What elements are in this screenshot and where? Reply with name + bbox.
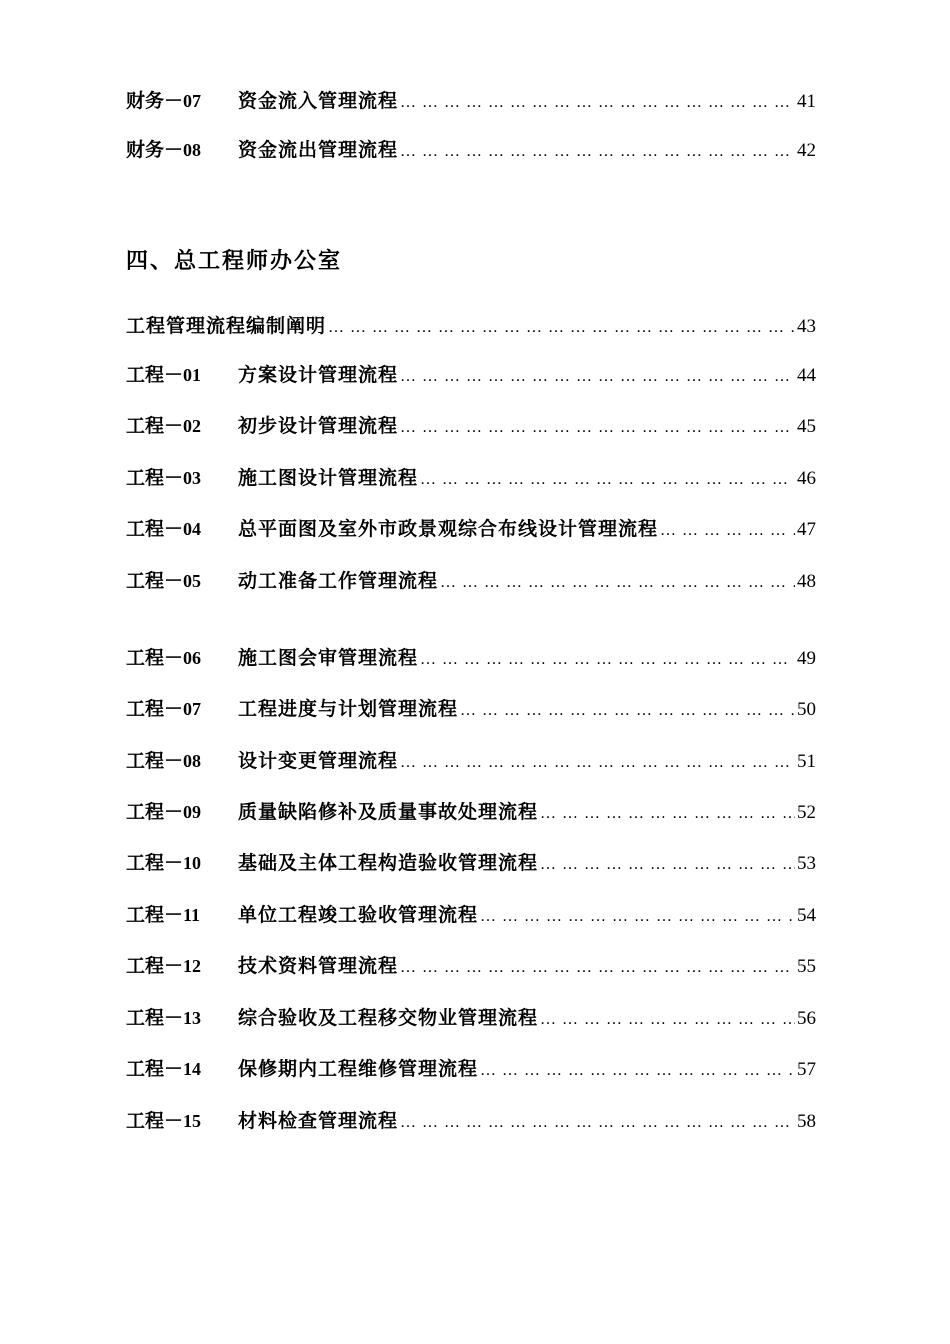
toc-page-number: 49 xyxy=(797,648,816,669)
toc-entry-eng-02[interactable] xyxy=(126,411,816,441)
toc-entry-code: 工程－08 xyxy=(126,750,202,772)
toc-entry-title: 基础及主体工程构造验收管理流程 xyxy=(238,852,539,874)
toc-page-number: 43 xyxy=(797,316,816,337)
toc-page-number: 58 xyxy=(797,1111,816,1132)
toc-entry-eng-06[interactable] xyxy=(126,643,816,673)
dot-leader xyxy=(540,805,795,823)
toc-entry-intro[interactable] xyxy=(126,311,816,341)
toc-entry-title: 设计变更管理流程 xyxy=(238,750,399,772)
dot-leader xyxy=(660,522,795,540)
toc-entry-code: 财务－08 xyxy=(126,139,202,161)
toc-entry-title: 资金流出管理流程 xyxy=(238,139,399,161)
toc-entry-code: 工程－12 xyxy=(126,955,202,977)
toc-entry-code: 工程－06 xyxy=(126,647,202,669)
toc-entry-code: 工程－02 xyxy=(126,415,202,437)
dot-leader xyxy=(420,471,795,489)
toc-entry-code: 工程－11 xyxy=(126,904,201,926)
toc-entry-eng-05[interactable] xyxy=(126,566,816,596)
toc-entry-code: 工程－13 xyxy=(126,1007,202,1029)
toc-entry-title: 材料检查管理流程 xyxy=(238,1110,399,1132)
dot-leader xyxy=(420,651,795,669)
toc-entry-title: 初步设计管理流程 xyxy=(238,415,399,437)
dot-leader xyxy=(540,1011,795,1029)
toc-entry-title: 施工图设计管理流程 xyxy=(238,467,419,489)
toc-entry-eng-01[interactable] xyxy=(126,360,816,390)
toc-entry-code: 工程－10 xyxy=(126,852,202,874)
toc-page-number: 42 xyxy=(797,140,816,161)
dot-leader xyxy=(400,143,795,161)
dot-leader xyxy=(400,94,795,112)
toc-entry-title: 单位工程竣工验收管理流程 xyxy=(238,904,479,926)
toc-page-number: 41 xyxy=(797,91,816,112)
toc-page-number: 50 xyxy=(797,699,816,720)
dot-leader xyxy=(400,419,795,437)
toc-entry-code: 工程－01 xyxy=(126,364,202,386)
toc-entry-code: 工程－07 xyxy=(126,698,202,720)
toc-page-number: 53 xyxy=(797,853,816,874)
toc-entry-title: 保修期内工程维修管理流程 xyxy=(238,1058,479,1080)
dot-leader xyxy=(540,856,795,874)
toc-entry-finance-08[interactable] xyxy=(126,135,816,165)
dot-leader xyxy=(440,574,795,592)
toc-entry-title: 方案设计管理流程 xyxy=(238,364,399,386)
dot-leader xyxy=(400,754,795,772)
dot-leader xyxy=(480,908,795,926)
toc-page-number: 45 xyxy=(797,416,816,437)
toc-entry-code: 工程－03 xyxy=(126,467,202,489)
toc-entry-title: 资金流入管理流程 xyxy=(238,90,399,112)
toc-entry-eng-07[interactable] xyxy=(126,694,816,724)
dot-leader xyxy=(480,1062,795,1080)
section-heading: 四、总工程师办公室 xyxy=(126,248,343,274)
toc-entry-eng-13[interactable] xyxy=(126,1003,816,1033)
toc-entry-title: 工程进度与计划管理流程 xyxy=(238,698,459,720)
dot-leader xyxy=(460,702,795,720)
toc-page-number: 51 xyxy=(797,751,816,772)
toc-page-number: 55 xyxy=(797,956,816,977)
toc-entry-title: 施工图会审管理流程 xyxy=(238,647,419,669)
toc-entry-title: 动工准备工作管理流程 xyxy=(238,570,439,592)
toc-entry-eng-09[interactable] xyxy=(126,797,816,827)
toc-page-number: 54 xyxy=(797,905,816,926)
toc-entry-code: 工程－15 xyxy=(126,1110,202,1132)
toc-page-number: 46 xyxy=(797,468,816,489)
toc-page-number: 57 xyxy=(797,1059,816,1080)
dot-leader xyxy=(400,959,795,977)
toc-entry-eng-15[interactable] xyxy=(126,1106,816,1136)
toc-page-number: 48 xyxy=(797,571,816,592)
toc-page-number: 47 xyxy=(797,519,816,540)
toc-entry-title: 工程管理流程编制阐明 xyxy=(126,315,327,337)
toc-entry-eng-12[interactable] xyxy=(126,951,816,981)
dot-leader xyxy=(400,368,795,386)
toc-entry-code: 工程－14 xyxy=(126,1058,202,1080)
toc-entry-eng-04[interactable] xyxy=(126,514,816,544)
toc-entry-eng-11[interactable] xyxy=(126,900,816,930)
toc-entry-title: 综合验收及工程移交物业管理流程 xyxy=(238,1007,539,1029)
toc-entry-code: 工程－04 xyxy=(126,518,202,540)
dot-leader xyxy=(328,319,795,337)
toc-entry-eng-14[interactable] xyxy=(126,1054,816,1084)
toc-entry-code: 工程－09 xyxy=(126,801,202,823)
toc-entry-title: 技术资料管理流程 xyxy=(238,955,399,977)
toc-entry-finance-07[interactable] xyxy=(126,86,816,116)
toc-entry-eng-03[interactable] xyxy=(126,463,816,493)
toc-entry-eng-08[interactable] xyxy=(126,746,816,776)
dot-leader xyxy=(400,1114,795,1132)
toc-entry-title: 总平面图及室外市政景观综合布线设计管理流程 xyxy=(238,518,659,540)
toc-entry-code: 财务－07 xyxy=(126,90,202,112)
toc-entry-title: 质量缺陷修补及质量事故处理流程 xyxy=(238,801,539,823)
toc-page-number: 52 xyxy=(797,802,816,823)
toc-page-number: 44 xyxy=(797,365,816,386)
toc-entry-eng-10[interactable] xyxy=(126,848,816,878)
toc-page-number: 56 xyxy=(797,1008,816,1029)
toc-entry-code: 工程－05 xyxy=(126,570,202,592)
